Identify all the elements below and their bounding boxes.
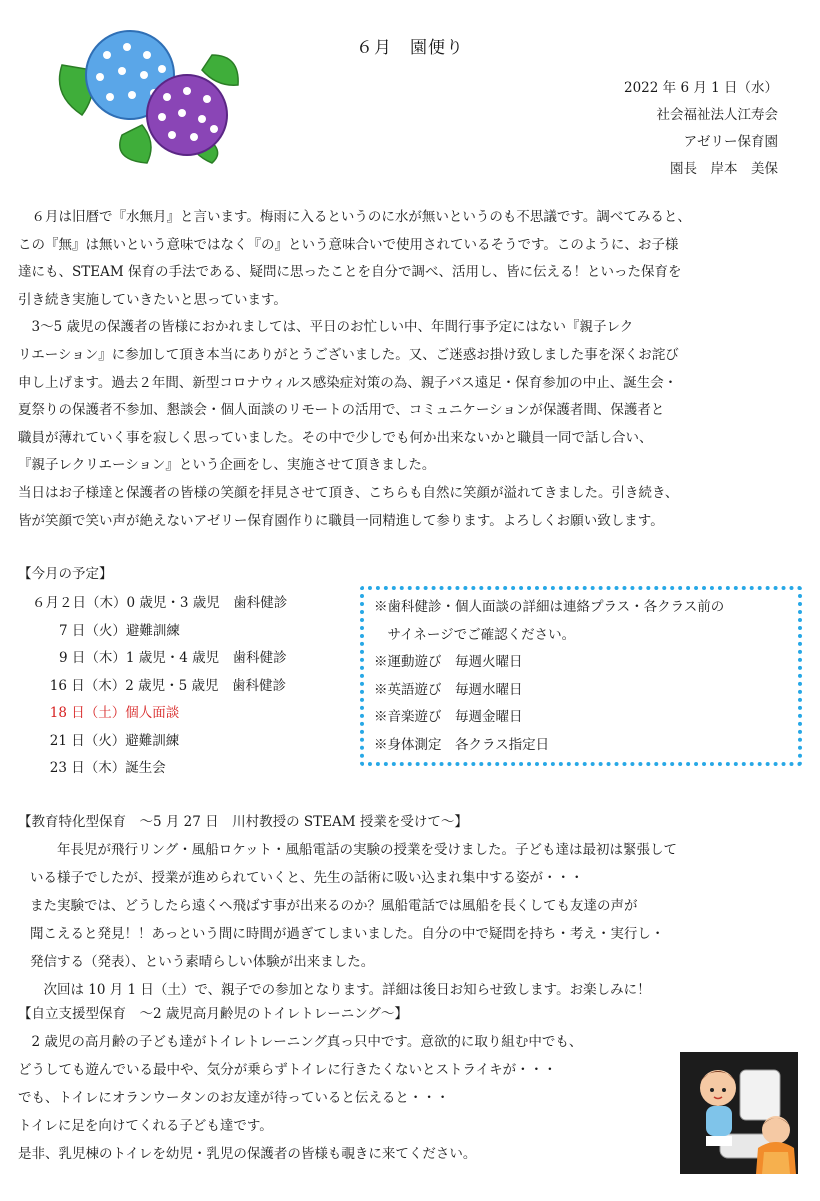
header-block — [624, 75, 778, 183]
intro-line: 当日はお子様達と保護者の皆様の笑顔を拝見させて頂き、こちらも自然に笑顔が溢れてきました。引き続き、 — [18, 484, 679, 501]
schedule-date: 18 日（土） — [32, 705, 126, 721]
steam-line: いる様子でしたが、授業が進められていくと、先生の話術に吸い込まれ集中する姿が・・・ — [30, 870, 584, 886]
toilet-heading: 【自立支援型保育 ～2 歳児高月齢児のトイレトレーニング～】 — [18, 1006, 408, 1022]
schedule-date: 16 日（木） — [32, 677, 126, 694]
note-line: ※運動遊び 毎週火曜日 — [374, 654, 523, 670]
note-line: ※歯科健診・個人面談の詳細は連絡プラス・各クラス前の — [374, 599, 725, 615]
schedule-date: 23 日（木） — [32, 760, 126, 776]
intro-line: 職員が薄れていく事を寂しく思っていました。その中で少しでも何か出来ないかと職員一同で話し合い、 — [18, 429, 653, 446]
schedule-date: 7 日（火） — [32, 622, 126, 639]
schedule-text: 個人面談 — [125, 705, 180, 721]
intro-line: 皆が笑顔で笑い声が絶えないアゼリー保育園作りに職員一同精進して参ります。よろしくお願い致します。 — [18, 512, 664, 529]
schedule-item-highlight — [32, 700, 287, 728]
schedule-list — [32, 590, 287, 783]
school-name: アゼリー保育園 — [683, 134, 778, 150]
toilet-line: トイレに足を向けてくれる子ども達です。 — [18, 1118, 273, 1134]
schedule-item — [32, 645, 287, 673]
note-line: ※身体測定 各クラス指定日 — [374, 736, 550, 753]
intro-line: 達にも、STEAM 保育の手法である、疑問に思ったことを自分で調べ、活用し、皆に伝える！といった保育を — [18, 264, 682, 281]
steam-section — [18, 808, 677, 1004]
toilet-line: 2 歳児の高月齢の子ども達がトイレトレーニング真っ只中です。意欲的に取り組む中でも、 — [18, 1034, 583, 1050]
intro-line: 申し上げます。過去２年間、新型コロナウィルス感染症対策の為、親子バス遠足・保育参加の中止、誕生会・ — [18, 374, 678, 391]
schedule-item — [32, 590, 287, 618]
organization-name: 社会福祉法人江寿会 — [656, 107, 778, 123]
intro-line: リエーション』に参加して頂き本当にありがとうございました。又、ご迷惑お掛け致しました事を深くお詫び — [18, 346, 679, 363]
note-line: サイネージでご確認ください。 — [374, 626, 576, 643]
intro-line: 3～5 歳児の保護者の皆様におかれましては、平日のお忙しい中、年間行事予定にはない『親子レク — [18, 319, 634, 336]
steam-line: 年長児が飛行リング・風船ロケット・風船電話の実験の授業を受けました。子ども達は最初は緊張して — [30, 842, 678, 858]
schedule-text: 0 歳児・3 歳児 歯科健診 — [126, 595, 288, 611]
issue-date: 2022 年 6 月 1 日（水） — [624, 80, 778, 96]
intro-line: 夏祭りの保護者不参加、懇談会・個人面談のリモートの活用で、コミュニケーションが保護者間、保護者と — [18, 402, 665, 419]
schedule-item — [32, 673, 287, 701]
toilet-line: 是非、乳児棟のトイレを幼児・乳児の保護者の皆様も覗きに来てください。 — [18, 1146, 477, 1162]
steam-line: 発信する（発表）、という素晴らしい体験が出来ました。 — [30, 954, 375, 970]
intro-line: 『親子レクリエーション』という企画をし、実施させて頂きました。 — [18, 457, 436, 474]
steam-line: 聞こえると発見！！あっという間に時間が過ぎてしまいました。自分の中で疑問を持ち・考え・実行し・ — [30, 926, 665, 942]
toilet-section — [18, 1000, 582, 1168]
notes-list — [374, 594, 724, 759]
note-line: ※音楽遊び 毎週金曜日 — [374, 709, 523, 725]
schedule-date: 21 日（火） — [32, 732, 126, 749]
schedule-text: 避難訓練 — [125, 622, 180, 639]
intro-paragraph — [18, 204, 808, 535]
intro-line: この『無』は無いという意味ではなく『の』という意味合いで使用されているそうです。このように、お子様 — [18, 236, 679, 253]
steam-heading: 【教育特化型保育 ～5 月 27 日 川村教授の STEAM 授業を受けて～】 — [18, 814, 468, 830]
intro-line: ６月は旧暦で『水無月』と言います。梅雨に入るというのに水が無いというのも不思議です。調べてみると、 — [18, 209, 691, 225]
schedule-text: 2 歳児・5 歳児 歯科健診 — [125, 677, 287, 694]
toilet-line: どうしても遊んでいる最中や、気分が乗らずトイレに行きたくないとストライキが・・・ — [18, 1062, 557, 1078]
schedule-item — [32, 618, 287, 646]
intro-line: 引き続き実施していきたいと思っています。 — [18, 291, 287, 308]
schedule-item — [32, 728, 287, 756]
schedule-item — [32, 755, 287, 783]
schedule-text: 避難訓練 — [125, 732, 180, 749]
schedule-text: 1 歳児・4 歳児 歯科健診 — [125, 650, 287, 666]
schedule-date: ６月２日（木） — [32, 595, 127, 611]
principal-name: 園長 岸本 美保 — [670, 161, 778, 177]
steam-line: 次回は 10 月 1 日（土）で、親子での参加となります。詳細は後日お知らせ致します。お楽しみに！ — [30, 982, 651, 998]
note-line: ※英語遊び 毎週水曜日 — [374, 681, 523, 698]
schedule-heading: 【今月の予定】 — [18, 566, 113, 582]
schedule-text: 誕生会 — [125, 760, 166, 776]
page-title: ６月 園便り — [356, 38, 464, 58]
steam-line: また実験では、どうしたら遠くへ飛ばす事が出来るのか？風船電話では風船を長くしても友達の声が — [30, 898, 638, 914]
schedule-date: 9 日（木） — [32, 650, 126, 666]
toilet-training-icon — [680, 1052, 798, 1174]
toilet-line: でも、トイレにオランウータンのお友達が待っていると伝えると・・・ — [18, 1090, 450, 1106]
